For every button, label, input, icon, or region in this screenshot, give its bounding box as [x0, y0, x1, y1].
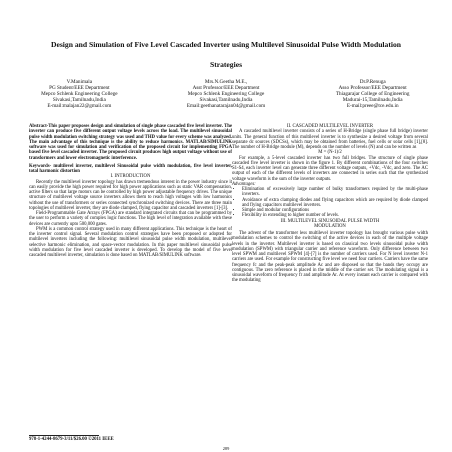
equation: M = (N-1)/2: [318, 150, 342, 156]
right-column: [232, 124, 428, 284]
intro-paragraph-1: Recently the multilevel inverter topology has drawn tremendous interest in the power industry since it can easily provide the high power required for high power applications such as static VAR compensation, active filters so that large motors can be controlled by high power adjustable frequency drives. The unique structure of multilevel voltage source inverters allows them to reach high voltages with low harmonics without the use of transformers or series connected synchronized switching devices. There are three main topologies of multilevel inverter, they are diode clamped, flying capacitor and cascaded inverters [1]-[3].: [29, 179, 232, 211]
author-2: [153, 79, 300, 109]
author-org: Mepco Schlenk Engineering College: [41, 91, 118, 97]
author-role: Asst Professor/EEE Department: [192, 85, 260, 91]
author-org: Thiagarajar College of Engineering: [335, 91, 410, 97]
section-heading-cascaded: II. CASCADED MULTILEVEL INVERTER: [286, 124, 374, 129]
paper-title: Design and Simulation of Five Level Cascaded Inverter using Multilevel Sinusoidal Pulse Width Modulation Strategies: [51, 40, 401, 69]
footer-rule: [29, 435, 99, 436]
page-number: 289: [222, 446, 230, 451]
author-1: [6, 79, 153, 109]
advantages-label: Advantages:: [232, 181, 256, 187]
author-city: Sivakasi,Tamilnadu,India: [199, 97, 253, 103]
list-item: • Simple and modular configurations: [242, 208, 428, 213]
author-name: Dr.P.Renuga: [359, 79, 386, 85]
keywords: Keywords- multilevel inverter, multilevel Sinusoidal pulse width modulation, five level inverter, total harmonic distortion: [29, 163, 232, 174]
author-email: E-mail:preee@tce.edu.in: [346, 103, 399, 109]
section-heading-mspwm-line2: MODULATION: [314, 223, 346, 229]
list-item: • Avoidance of extra clamping diodes and flying capacitors which are required by diode clamped and flying capacitors multilevel inverters.: [242, 198, 428, 209]
author-org: Mepco Schlenk Engineering College: [187, 91, 265, 97]
author-city: Madurai-15,Tamilnadu,India: [342, 97, 403, 103]
author-role: PG Student/EEE Department: [49, 85, 110, 91]
left-column: [29, 124, 232, 258]
abstract: Abstract-This paper proposes design and simulation of single phase cascaded five level inverter. The inverter can produce five different output voltage levels across the load. The multilevel sinusoidal pulse width modulation switching strategy was used and THD value for every scheme was analyzed. The main advantage of this technique is the ability to reduce harmonics. MATLAB/SIMULINK software was used for simulation and verification of the proposed circuit for implementing FPGA based five level cascaded inverter. The proposed circuit produces high output voltage without use of transformers and lower electromagnetic interference.: [29, 124, 232, 161]
author-email: E-mail:malajan22@gmail.com: [47, 103, 112, 109]
author-role: Asso Professor/EEE Department: [338, 85, 407, 91]
section-heading-introduction: I. INTRODUCTION: [110, 174, 151, 180]
cascaded-paragraph-1: A cascaded multilevel inverter consists of a series of H-Bridge (single phase full bridge) inverter units. The general function of this multilevel inverter is to synthesize a desired voltage from several separate dc sources (SDCSs), which may be obtained from batteries, fuel cells or solar cells [1],[8]. The number of H-Bridge module (M), depends on the number of levels (N) and can be written as: [232, 129, 428, 150]
author-name: Mrs.N.Geetha M.E.,: [204, 79, 248, 85]
author-email: Email:geethanatarajan04@gmail.com: [186, 103, 266, 109]
mspwm-paragraph-1: The advent of the transformer less multilevel inverter topology has brought various pulse width modulation schemes to control the switching of the active devices in each of the multiple voltage levels in the inverter. Multilevel inverter is based on classical two levels sinusoidal pulse width modulation (SPWM) with triangular carrier and reference waveform. Only difference between two level SPWM and multilevel SPWM [4]-[7] is the number of carriers used. For N level inverter N-1 carriers are used. For example for constructing five level we need four carriers. Carriers have the same frequency fc and the peak-peak amplitude Ac and are disposed so that the bands they occupy are contiguous. The zero reference is placed in the middle of the carrier set. The modulating signal is a sinusoidal waveform of frequency fr and amplitude Ar. At every instant each carrier is compared with the modulating: [232, 231, 428, 284]
advantages-list: [232, 187, 428, 219]
author-block: [6, 79, 446, 109]
intro-paragraph-3: PWM is a common control strategy used in many different applications. This technique is the heart of the inverter control signal. Several modulation control strategies have been proposed or adopted for multilevel inverters including the following: multilevel sinusoidal pulse width modulation, multilevel selective harmonic elimination, and space-vector modulation. In this paper multilevel sinusoidal pulse width modulation for five level cascaded inverter is developed. To develop the model of five level cascaded multilevel inverter, simulation is done based on MATLAB/SIMULINK software.: [29, 226, 232, 258]
author-name: V.Manimala: [66, 79, 93, 85]
section-heading-mspwm: III. MULTILEVEL SINUSOIDAL PULSE WIDTH: [280, 218, 380, 224]
copyright-footer: 978-1-4244-8679-3/11/$26.00 ©2011 IEEE: [29, 437, 114, 442]
list-item: • Elimination of excessively large number of bulky transformers required by the multi-phase inverters.: [242, 187, 428, 198]
cascaded-paragraph-2: For example, a 5-level cascaded inverter has two full bridges. The structure of single phase cascaded five level inverter is shown in the figure 1. By different combinations of the four switches S1-S4, each inverter level can generate three different voltage outputs, +Vdc, -Vdc, and zero. The AC output of each of the different levels of inverters are connected in series such that the synthesized voltage waveform is the sum of the inverter outputs.: [232, 155, 428, 182]
author-3: [299, 79, 446, 109]
intro-paragraph-2: Field-Programmable Gate Arrays (FPGA) are standard integrated circuits that can be programmed by the user to perform a variety of complex logic functions. The high level of integration available with these devices are currently upto 500,000 gates.: [29, 211, 232, 227]
author-city: Sivakasi,Tamilnadu,India: [52, 97, 106, 103]
list-item: • Flexibility in extending to higher number of levels.: [242, 213, 428, 218]
